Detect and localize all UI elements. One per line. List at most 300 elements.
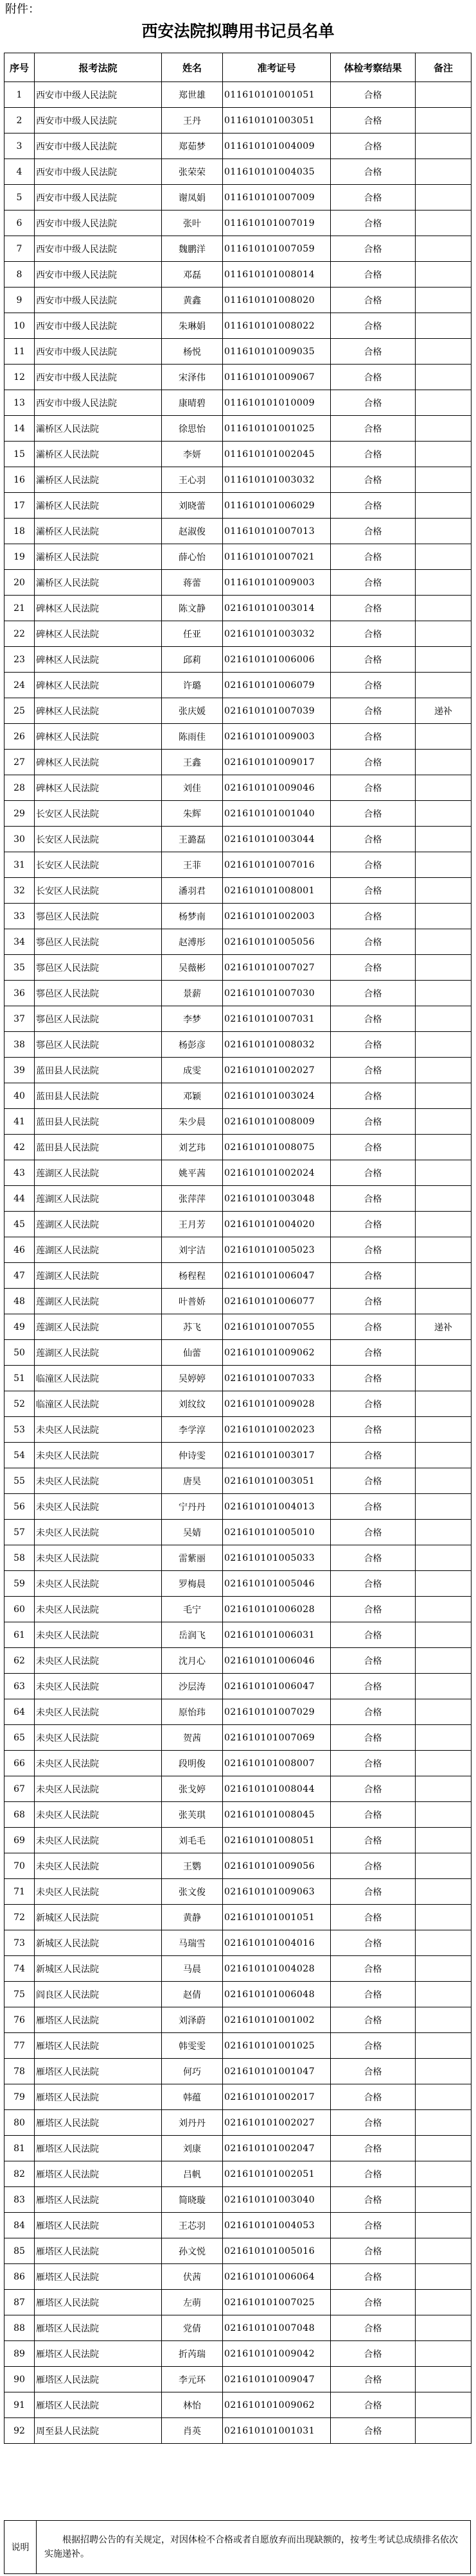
cell-result: 合格 bbox=[331, 1032, 416, 1058]
cell-court: 西安市中级人民法院 bbox=[35, 210, 162, 236]
cell-ticket: 021610101006077 bbox=[223, 1289, 331, 1314]
table-row bbox=[4, 262, 472, 288]
table-row bbox=[4, 1186, 472, 1212]
table-row bbox=[4, 1443, 472, 1468]
cell-court: 莲湖区人民法院 bbox=[35, 1186, 162, 1212]
cell-ticket: 021610101007055 bbox=[223, 1314, 331, 1340]
cell-no: 87 bbox=[4, 2290, 35, 2315]
cell-result: 合格 bbox=[331, 1237, 416, 1263]
table-row bbox=[4, 801, 472, 827]
cell-ticket: 011610101003032 bbox=[223, 467, 331, 493]
table-row bbox=[4, 1160, 472, 1186]
cell-name: 陈雨佳 bbox=[162, 724, 223, 750]
cell-name: 杨程程 bbox=[162, 1263, 223, 1289]
cell-no: 47 bbox=[4, 1263, 35, 1289]
cell-remark bbox=[416, 1725, 472, 1751]
cell-result: 合格 bbox=[331, 2315, 416, 2341]
cell-no: 7 bbox=[4, 236, 35, 262]
cell-name: 折芮瑞 bbox=[162, 2341, 223, 2367]
cell-remark bbox=[416, 1186, 472, 1212]
table-row bbox=[4, 2341, 472, 2367]
cell-remark bbox=[416, 1058, 472, 1083]
cell-name: 黄鑫 bbox=[162, 288, 223, 313]
header-court: 报考法院 bbox=[35, 53, 162, 82]
cell-remark bbox=[416, 1212, 472, 1237]
cell-no: 5 bbox=[4, 185, 35, 210]
cell-ticket: 021610101002017 bbox=[223, 2084, 331, 2110]
cell-court: 莲湖区人民法院 bbox=[35, 1340, 162, 1366]
cell-court: 雁塔区人民法院 bbox=[35, 2059, 162, 2084]
cell-no: 1 bbox=[4, 82, 35, 108]
table-row bbox=[4, 1802, 472, 1828]
cell-remark bbox=[416, 827, 472, 852]
cell-name: 吴婷婷 bbox=[162, 1366, 223, 1391]
cell-result: 合格 bbox=[331, 1622, 416, 1648]
cell-court: 雁塔区人民法院 bbox=[35, 2264, 162, 2290]
cell-remark bbox=[416, 852, 472, 878]
cell-ticket: 021610101003014 bbox=[223, 596, 331, 621]
cell-court: 未央区人民法院 bbox=[35, 1443, 162, 1468]
cell-court: 未央区人民法院 bbox=[35, 1648, 162, 1674]
cell-court: 长安区人民法院 bbox=[35, 827, 162, 852]
cell-remark bbox=[416, 2418, 472, 2444]
table-row bbox=[4, 313, 472, 339]
cell-result: 合格 bbox=[331, 1520, 416, 1545]
cell-no: 68 bbox=[4, 1802, 35, 1828]
attachment-label: 附件： bbox=[5, 3, 40, 16]
cell-no: 2 bbox=[4, 108, 35, 133]
cell-name: 张荣荣 bbox=[162, 159, 223, 185]
cell-remark bbox=[416, 1391, 472, 1417]
cell-result: 合格 bbox=[331, 1879, 416, 1905]
cell-name: 刘佳 bbox=[162, 775, 223, 801]
cell-result: 合格 bbox=[331, 108, 416, 133]
cell-name: 刘艺玮 bbox=[162, 1135, 223, 1160]
cell-no: 63 bbox=[4, 1674, 35, 1699]
cell-name: 仲诗雯 bbox=[162, 1443, 223, 1468]
cell-result: 合格 bbox=[331, 852, 416, 878]
cell-no: 89 bbox=[4, 2341, 35, 2367]
cell-no: 75 bbox=[4, 1982, 35, 2007]
cell-name: 苏飞 bbox=[162, 1314, 223, 1340]
cell-ticket: 021610101003051 bbox=[223, 1468, 331, 1494]
table-row bbox=[4, 210, 472, 236]
cell-no: 84 bbox=[4, 2213, 35, 2238]
table-row bbox=[4, 621, 472, 647]
cell-no: 32 bbox=[4, 878, 35, 904]
cell-name: 孙文悦 bbox=[162, 2238, 223, 2264]
cell-remark bbox=[416, 1853, 472, 1879]
cell-ticket: 011610101009067 bbox=[223, 365, 331, 390]
cell-ticket: 011610101001051 bbox=[223, 82, 331, 108]
cell-remark bbox=[416, 236, 472, 262]
cell-no: 33 bbox=[4, 904, 35, 929]
cell-name: 赵倩 bbox=[162, 1982, 223, 2007]
cell-ticket: 021610101005016 bbox=[223, 2238, 331, 2264]
cell-name: 伏茜 bbox=[162, 2264, 223, 2290]
cell-court: 未央区人民法院 bbox=[35, 1828, 162, 1853]
cell-court: 蓝田县人民法院 bbox=[35, 1058, 162, 1083]
table-row bbox=[4, 2059, 472, 2084]
cell-no: 6 bbox=[4, 210, 35, 236]
cell-court: 西安市中级人民法院 bbox=[35, 133, 162, 159]
table-row bbox=[4, 1597, 472, 1622]
cell-no: 3 bbox=[4, 133, 35, 159]
cell-court: 未央区人民法院 bbox=[35, 1417, 162, 1443]
cell-name: 许璐 bbox=[162, 673, 223, 698]
cell-court: 周至县人民法院 bbox=[35, 2418, 162, 2444]
cell-court: 莲湖区人民法院 bbox=[35, 1263, 162, 1289]
table-row bbox=[4, 365, 472, 390]
table-row bbox=[4, 82, 472, 108]
cell-name: 马晨 bbox=[162, 1956, 223, 1982]
cell-result: 合格 bbox=[331, 1982, 416, 2007]
cell-remark bbox=[416, 416, 472, 442]
cell-court: 灞桥区人民法院 bbox=[35, 493, 162, 519]
cell-ticket: 011610101004035 bbox=[223, 159, 331, 185]
cell-court: 西安市中级人民法院 bbox=[35, 108, 162, 133]
cell-name: 杨梦南 bbox=[162, 904, 223, 929]
cell-ticket: 021610101003048 bbox=[223, 1186, 331, 1212]
cell-name: 徐思怡 bbox=[162, 416, 223, 442]
cell-name: 张庆媛 bbox=[162, 698, 223, 724]
cell-result: 合格 bbox=[331, 1083, 416, 1109]
cell-remark bbox=[416, 2213, 472, 2238]
cell-result: 合格 bbox=[331, 2033, 416, 2059]
cell-name: 潘羽君 bbox=[162, 878, 223, 904]
cell-court: 鄠邑区人民法院 bbox=[35, 1032, 162, 1058]
cell-remark bbox=[416, 1674, 472, 1699]
cell-name: 魏鹏洋 bbox=[162, 236, 223, 262]
cell-court: 未央区人民法院 bbox=[35, 1545, 162, 1571]
cell-ticket: 011610101007009 bbox=[223, 185, 331, 210]
cell-name: 林怡 bbox=[162, 2392, 223, 2418]
cell-name: 薛心怡 bbox=[162, 544, 223, 570]
cell-remark bbox=[416, 1032, 472, 1058]
cell-name: 王潞磊 bbox=[162, 827, 223, 852]
cell-name: 杨悦 bbox=[162, 339, 223, 365]
cell-remark bbox=[416, 929, 472, 955]
cell-result: 合格 bbox=[331, 2213, 416, 2238]
table-row bbox=[4, 1674, 472, 1699]
cell-result: 合格 bbox=[331, 1160, 416, 1186]
cell-no: 30 bbox=[4, 827, 35, 852]
cell-court: 雁塔区人民法院 bbox=[35, 2084, 162, 2110]
cell-remark bbox=[416, 1263, 472, 1289]
cell-court: 雁塔区人民法院 bbox=[35, 2392, 162, 2418]
cell-name: 张萍萍 bbox=[162, 1186, 223, 1212]
table-row bbox=[4, 1699, 472, 1725]
cell-result: 合格 bbox=[331, 185, 416, 210]
cell-court: 西安市中级人民法院 bbox=[35, 288, 162, 313]
cell-name: 何巧 bbox=[162, 2059, 223, 2084]
cell-no: 58 bbox=[4, 1545, 35, 1571]
cell-court: 鄠邑区人民法院 bbox=[35, 1006, 162, 1032]
cell-no: 29 bbox=[4, 801, 35, 827]
cell-name: 仙蕾 bbox=[162, 1340, 223, 1366]
cell-no: 69 bbox=[4, 1828, 35, 1853]
cell-name: 宁丹丹 bbox=[162, 1494, 223, 1520]
cell-ticket: 021610101007030 bbox=[223, 981, 331, 1006]
cell-remark bbox=[416, 1905, 472, 1930]
cell-remark bbox=[416, 1160, 472, 1186]
cell-ticket: 021610101003024 bbox=[223, 1083, 331, 1109]
cell-name: 沙层涛 bbox=[162, 1674, 223, 1699]
cell-name: 刘晓蕾 bbox=[162, 493, 223, 519]
cell-result: 合格 bbox=[331, 1494, 416, 1520]
cell-result: 合格 bbox=[331, 698, 416, 724]
table-row bbox=[4, 878, 472, 904]
cell-court: 长安区人民法院 bbox=[35, 878, 162, 904]
cell-remark bbox=[416, 570, 472, 596]
cell-ticket: 021610101007033 bbox=[223, 1366, 331, 1391]
cell-name: 朱辉 bbox=[162, 801, 223, 827]
cell-name: 李学淳 bbox=[162, 1417, 223, 1443]
table-row bbox=[4, 1494, 472, 1520]
cell-court: 灞桥区人民法院 bbox=[35, 467, 162, 493]
cell-ticket: 021610101001002 bbox=[223, 2007, 331, 2033]
table-row bbox=[4, 1622, 472, 1648]
cell-name: 原怡玮 bbox=[162, 1699, 223, 1725]
cell-result: 合格 bbox=[331, 313, 416, 339]
cell-ticket: 021610101008001 bbox=[223, 878, 331, 904]
cell-court: 西安市中级人民法院 bbox=[35, 185, 162, 210]
cell-remark bbox=[416, 596, 472, 621]
cell-remark bbox=[416, 262, 472, 288]
cell-no: 59 bbox=[4, 1571, 35, 1597]
cell-remark bbox=[416, 2392, 472, 2418]
cell-ticket: 011610101001025 bbox=[223, 416, 331, 442]
cell-remark bbox=[416, 2110, 472, 2136]
cell-no: 17 bbox=[4, 493, 35, 519]
table-row bbox=[4, 1135, 472, 1160]
cell-ticket: 021610101006048 bbox=[223, 1982, 331, 2007]
cell-no: 20 bbox=[4, 570, 35, 596]
cell-remark bbox=[416, 621, 472, 647]
cell-result: 合格 bbox=[331, 1751, 416, 1776]
cell-no: 78 bbox=[4, 2059, 35, 2084]
cell-result: 合格 bbox=[331, 2341, 416, 2367]
cell-no: 9 bbox=[4, 288, 35, 313]
cell-result: 合格 bbox=[331, 1109, 416, 1135]
cell-result: 合格 bbox=[331, 570, 416, 596]
cell-no: 37 bbox=[4, 1006, 35, 1032]
table-row bbox=[4, 596, 472, 621]
cell-no: 90 bbox=[4, 2367, 35, 2392]
table-row bbox=[4, 1905, 472, 1930]
note-table bbox=[4, 2520, 471, 2574]
cell-ticket: 021610101003044 bbox=[223, 827, 331, 852]
note-label: 说明 bbox=[4, 2521, 37, 2574]
table-row bbox=[4, 775, 472, 801]
cell-court: 西安市中级人民法院 bbox=[35, 390, 162, 416]
cell-no: 25 bbox=[4, 698, 35, 724]
cell-remark: 递补 bbox=[416, 698, 472, 724]
cell-no: 79 bbox=[4, 2084, 35, 2110]
cell-court: 雁塔区人民法院 bbox=[35, 2367, 162, 2392]
table-row bbox=[4, 981, 472, 1006]
cell-remark bbox=[416, 1879, 472, 1905]
cell-ticket: 021610101008009 bbox=[223, 1109, 331, 1135]
cell-no: 50 bbox=[4, 1340, 35, 1366]
cell-remark bbox=[416, 673, 472, 698]
table-row bbox=[4, 2007, 472, 2033]
cell-remark bbox=[416, 801, 472, 827]
cell-no: 44 bbox=[4, 1186, 35, 1212]
cell-remark bbox=[416, 1494, 472, 1520]
cell-no: 80 bbox=[4, 2110, 35, 2136]
cell-no: 70 bbox=[4, 1853, 35, 1879]
cell-no: 92 bbox=[4, 2418, 35, 2444]
cell-no: 53 bbox=[4, 1417, 35, 1443]
table-row bbox=[4, 133, 472, 159]
cell-remark bbox=[416, 1648, 472, 1674]
cell-result: 合格 bbox=[331, 775, 416, 801]
table-row bbox=[4, 1366, 472, 1391]
cell-name: 吕帆 bbox=[162, 2161, 223, 2187]
cell-court: 未央区人民法院 bbox=[35, 1751, 162, 1776]
cell-no: 82 bbox=[4, 2161, 35, 2187]
cell-name: 王月芳 bbox=[162, 1212, 223, 1237]
cell-court: 西安市中级人民法院 bbox=[35, 339, 162, 365]
cell-name: 蒋蕾 bbox=[162, 570, 223, 596]
table-row bbox=[4, 1751, 472, 1776]
cell-name: 康晴碧 bbox=[162, 390, 223, 416]
cell-result: 合格 bbox=[331, 1417, 416, 1443]
cell-name: 朱少晨 bbox=[162, 1109, 223, 1135]
cell-result: 合格 bbox=[331, 210, 416, 236]
cell-name: 朱琳娟 bbox=[162, 313, 223, 339]
cell-remark bbox=[416, 1340, 472, 1366]
cell-name: 韩雯雯 bbox=[162, 2033, 223, 2059]
cell-court: 鄠邑区人民法院 bbox=[35, 929, 162, 955]
cell-court: 新城区人民法院 bbox=[35, 1930, 162, 1956]
cell-result: 合格 bbox=[331, 467, 416, 493]
cell-name: 李元环 bbox=[162, 2367, 223, 2392]
cell-result: 合格 bbox=[331, 2238, 416, 2264]
cell-no: 61 bbox=[4, 1622, 35, 1648]
cell-name: 邓磊 bbox=[162, 262, 223, 288]
cell-no: 28 bbox=[4, 775, 35, 801]
cell-ticket: 021610101002024 bbox=[223, 1160, 331, 1186]
table-row bbox=[4, 2367, 472, 2392]
cell-remark bbox=[416, 1366, 472, 1391]
cell-court: 临潼区人民法院 bbox=[35, 1366, 162, 1391]
cell-no: 22 bbox=[4, 621, 35, 647]
cell-court: 灞桥区人民法院 bbox=[35, 442, 162, 467]
cell-no: 57 bbox=[4, 1520, 35, 1545]
table-row bbox=[4, 288, 472, 313]
cell-no: 60 bbox=[4, 1597, 35, 1622]
cell-no: 16 bbox=[4, 467, 35, 493]
document-title: 西安法院拟聘用书记员名单 bbox=[141, 22, 335, 40]
cell-ticket: 021610101006047 bbox=[223, 1263, 331, 1289]
cell-name: 赵淑俊 bbox=[162, 519, 223, 544]
cell-court: 未央区人民法院 bbox=[35, 1699, 162, 1725]
cell-no: 76 bbox=[4, 2007, 35, 2033]
cell-remark bbox=[416, 1109, 472, 1135]
cell-court: 雁塔区人民法院 bbox=[35, 2290, 162, 2315]
cell-ticket: 021610101008075 bbox=[223, 1135, 331, 1160]
cell-no: 77 bbox=[4, 2033, 35, 2059]
cell-result: 合格 bbox=[331, 1058, 416, 1083]
cell-result: 合格 bbox=[331, 2367, 416, 2392]
table-row bbox=[4, 2161, 472, 2187]
cell-ticket: 021610101009056 bbox=[223, 1853, 331, 1879]
table-row bbox=[4, 2136, 472, 2161]
cell-ticket: 021610101007027 bbox=[223, 955, 331, 981]
cell-no: 56 bbox=[4, 1494, 35, 1520]
cell-remark bbox=[416, 2084, 472, 2110]
cell-remark bbox=[416, 2315, 472, 2341]
cell-result: 合格 bbox=[331, 1725, 416, 1751]
table-row bbox=[4, 904, 472, 929]
cell-result: 合格 bbox=[331, 2110, 416, 2136]
cell-remark bbox=[416, 1776, 472, 1802]
cell-ticket: 021610101009028 bbox=[223, 1391, 331, 1417]
cell-ticket: 011610101008014 bbox=[223, 262, 331, 288]
cell-court: 蓝田县人民法院 bbox=[35, 1109, 162, 1135]
cell-remark bbox=[416, 210, 472, 236]
table-row bbox=[4, 750, 472, 775]
cell-no: 52 bbox=[4, 1391, 35, 1417]
cell-remark bbox=[416, 390, 472, 416]
cell-name: 党倩 bbox=[162, 2315, 223, 2341]
cell-name: 邓颖 bbox=[162, 1083, 223, 1109]
cell-name: 王菲 bbox=[162, 852, 223, 878]
cell-court: 临潼区人民法院 bbox=[35, 1391, 162, 1417]
cell-remark bbox=[416, 1597, 472, 1622]
cell-remark bbox=[416, 1802, 472, 1828]
cell-court: 碑林区人民法院 bbox=[35, 724, 162, 750]
cell-result: 合格 bbox=[331, 2059, 416, 2084]
cell-ticket: 021610101001040 bbox=[223, 801, 331, 827]
cell-name: 沈月心 bbox=[162, 1648, 223, 1674]
cell-result: 合格 bbox=[331, 1212, 416, 1237]
cell-court: 未央区人民法院 bbox=[35, 1879, 162, 1905]
cell-name: 左萌 bbox=[162, 2290, 223, 2315]
cell-court: 雁塔区人民法院 bbox=[35, 2341, 162, 2367]
cell-name: 刘丹丹 bbox=[162, 2110, 223, 2136]
table-row bbox=[4, 1776, 472, 1802]
cell-result: 合格 bbox=[331, 442, 416, 467]
table-row bbox=[4, 2315, 472, 2341]
cell-result: 合格 bbox=[331, 236, 416, 262]
cell-court: 西安市中级人民法院 bbox=[35, 236, 162, 262]
cell-name: 刘毛毛 bbox=[162, 1828, 223, 1853]
cell-result: 合格 bbox=[331, 1648, 416, 1674]
cell-ticket: 021610101001031 bbox=[223, 2418, 331, 2444]
table-row bbox=[4, 647, 472, 673]
cell-result: 合格 bbox=[331, 82, 416, 108]
cell-remark bbox=[416, 1956, 472, 1982]
cell-result: 合格 bbox=[331, 2084, 416, 2110]
cell-court: 灞桥区人民法院 bbox=[35, 544, 162, 570]
cell-court: 未央区人民法院 bbox=[35, 1776, 162, 1802]
cell-court: 西安市中级人民法院 bbox=[35, 365, 162, 390]
cell-court: 未央区人民法院 bbox=[35, 1853, 162, 1879]
cell-court: 未央区人民法院 bbox=[35, 1802, 162, 1828]
cell-no: 18 bbox=[4, 519, 35, 544]
cell-result: 合格 bbox=[331, 981, 416, 1006]
cell-no: 51 bbox=[4, 1366, 35, 1391]
cell-court: 莲湖区人民法院 bbox=[35, 1314, 162, 1340]
cell-no: 48 bbox=[4, 1289, 35, 1314]
cell-ticket: 021610101009062 bbox=[223, 2392, 331, 2418]
cell-remark bbox=[416, 2059, 472, 2084]
cell-remark bbox=[416, 544, 472, 570]
table-row bbox=[4, 2264, 472, 2290]
